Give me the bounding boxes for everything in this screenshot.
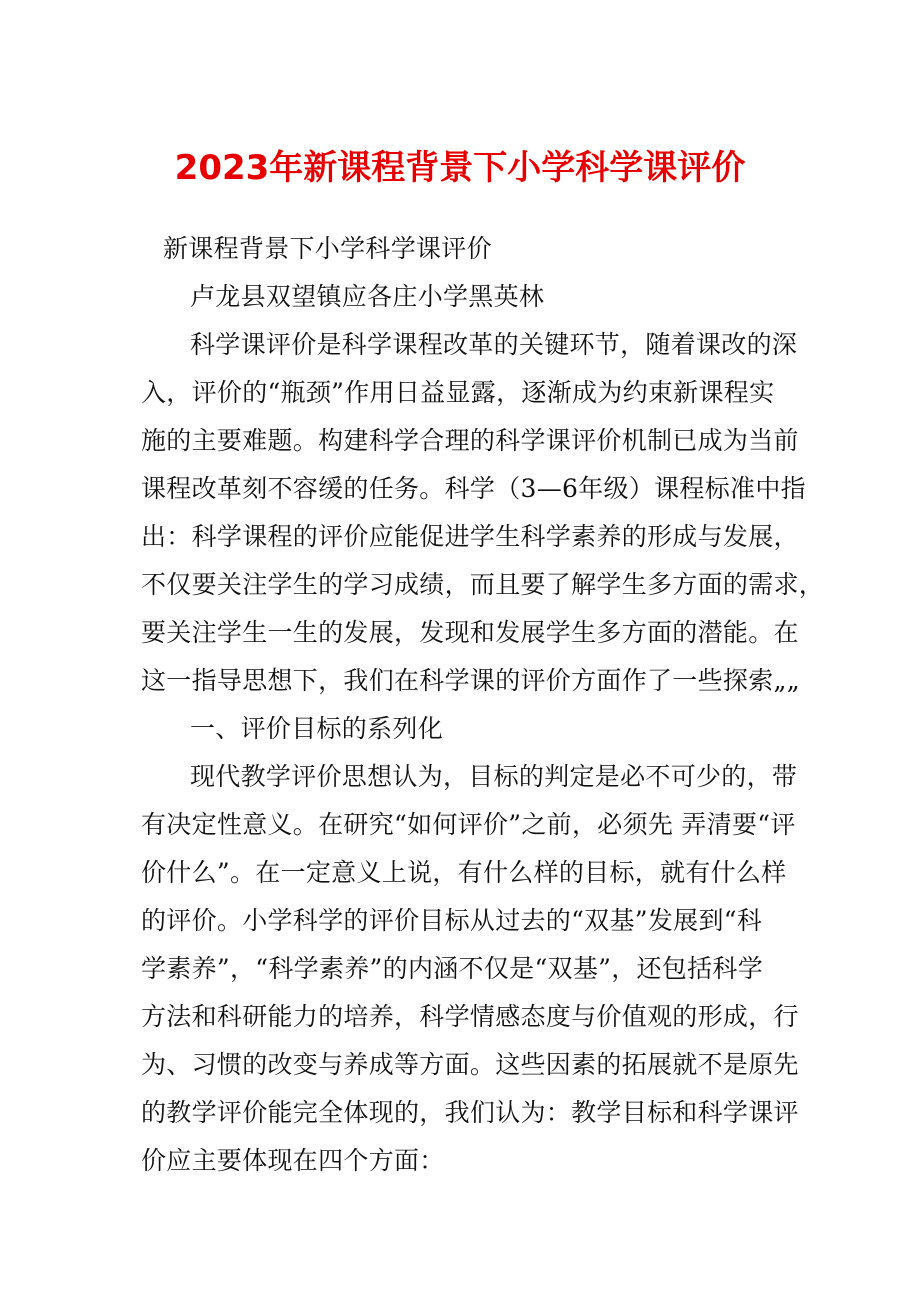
paragraph-line: 科学课评价是科学课程改革的关键环节，随着课改的深 [190,330,798,359]
document-title: 2023年新课程背景下小学科学课评价 [174,148,746,188]
paragraph-line: 的评价。小学科学的评价目标从过去的“双基”发展到“科 [141,906,763,935]
paragraph-line: 现代教学评价思想认为，目标的判定是必不可少的，带 [190,762,798,791]
paragraph-line: 有决定性意义。在研究“如何评价”之前，必须先 弄清要“评 [141,810,796,839]
paragraph-line: 入，评价的“瓶颈”作用日益显露，逐渐成为约束新课程实 [141,378,775,407]
paragraph-line: 价应主要体现在四个方面： [141,1146,445,1175]
section-heading: 一、评价目标的系列化 [190,714,444,743]
paragraph-line: 方法和科研能力的培养，科学情感态度与价值观的形成，行 [141,1002,799,1031]
subtitle-line: 新课程背景下小学科学课评价 [163,234,492,263]
paragraph-line: 这一指导思想下，我们在科学课的评价方面作了一些探索„„ [141,666,801,695]
paragraph-line: 不仅要关注学生的学习成绩，而且要了解学生多方面的需求， [141,570,825,599]
author-line: 卢龙县双望镇应各庄小学黑英林 [190,282,545,311]
paragraph-line: 课程改革刻不容缓的任务。科学（3—6年级）课程标准中指 [141,474,806,503]
paragraph-line: 出：科学课程的评价应能促进学生科学素养的形成与发展， [141,522,799,551]
paragraph-line: 施的主要难题。构建科学合理的科学课评价机制已成为当前 [141,426,799,455]
paragraph-line: 为、习惯的改变与养成等方面。这些因素的拓展就不是原先 [141,1050,799,1079]
paragraph-line: 的教学评价能完全体现的，我们认为：教学目标和科学课评 [141,1098,799,1127]
paragraph-line: 学素养”，“科学素养”的内涵不仅是“双基”，还包括科学 [141,954,764,983]
paragraph-line: 价什么”。在一定意义上说，有什么样的目标，就有什么样 [141,858,787,887]
paragraph-line: 要关注学生一生的发展，发现和发展学生多方面的潜能。在 [141,618,799,647]
